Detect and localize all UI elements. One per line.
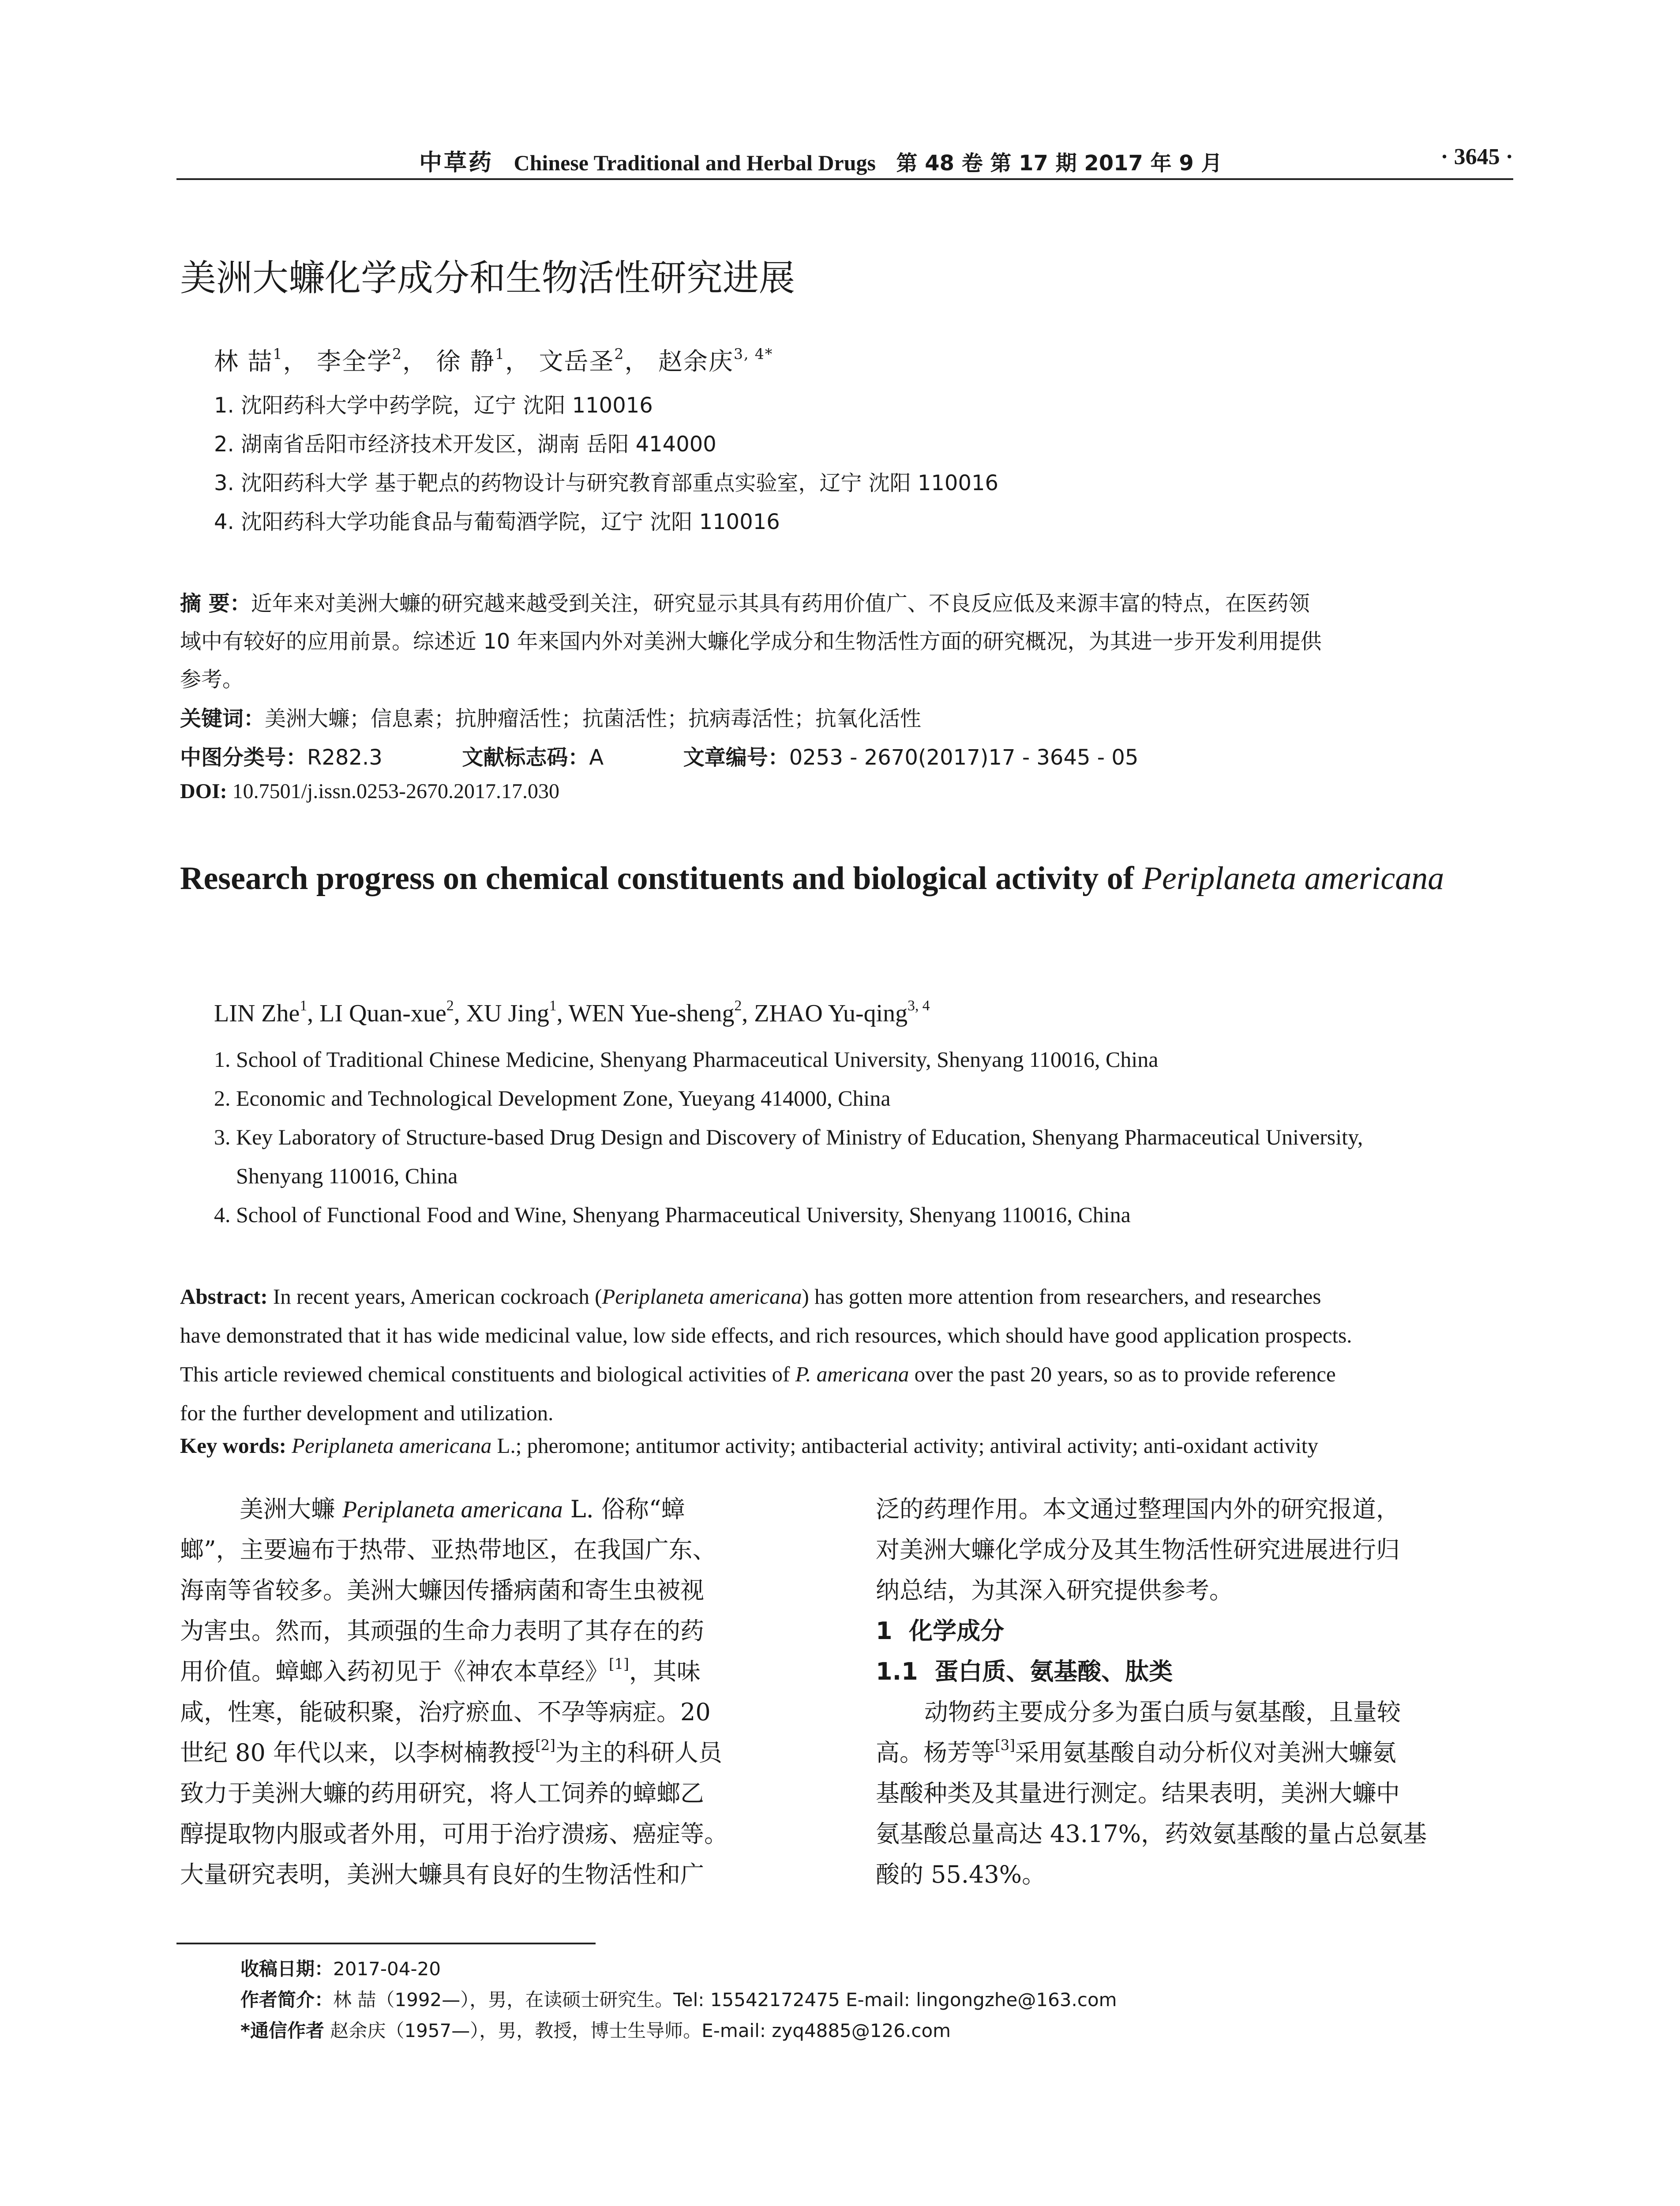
keywords-cn-label: 关键词： [180, 706, 265, 731]
title-cn: 美洲大蠊化学成分和生物活性研究进展 [180, 257, 795, 299]
section-heading-1-1: 1.1 蛋白质、氨基酸、肽类 [876, 1658, 1173, 1685]
author-cn-5: 赵余庆$^{3, 4*}$ [658, 345, 773, 375]
article-no-label: 文章编号： [683, 745, 789, 770]
keywords-en-label: Key words: [180, 1433, 286, 1458]
body-right-line-10: 酸的 55.43%。 [876, 1861, 1046, 1888]
affiliation-en-1: 1. School of Traditional Chinese Medicine, Shenyang Pharmaceutical University, Shenyang 110016, China [214, 1047, 1159, 1072]
abstract-cn-line-2: 域中有较好的应用前景。综述近 10 年来国内外对美洲大蠊化学成分和生物活性方面的研究概况，为其进一步开发利用提供 [180, 629, 1322, 654]
running-header [176, 140, 1513, 176]
abstract-cn-line-3: 参考。 [180, 667, 244, 692]
abstract-cn-line-1: 近年来对美洲大蠊的研究越来越受到关注，研究显示其具有药用价值广、不良反应低及来源丰富的特点，在医药领 [251, 591, 1310, 616]
body-left-line-3: 海南等省较多。美洲大蠊因传播病菌和寄生虫被视 [180, 1576, 704, 1604]
abstract-cn-label: 摘 要： [180, 591, 251, 616]
keywords-cn [180, 702, 921, 732]
body-left-line-10: 大量研究表明，美洲大蠊具有良好的生物活性和广 [180, 1861, 704, 1888]
clc-label: 中图分类号： [180, 745, 308, 770]
body-left-line-9: 醇提取物内服或者外用，可用于治疗溃疡、癌症等。 [180, 1820, 728, 1848]
body-right-line-1: 泛的药理作用。本文通过整理国内外的研究报道， [876, 1495, 1400, 1523]
abstract-en-line-2: have demonstrated that it has wide medicinal value, low side effects, and rich resources, which should have good application prospects. [180, 1323, 1352, 1347]
body-right-line-6: 动物药主要成分多为蛋白质与氨基酸，且量较 [924, 1698, 1401, 1726]
author-cn-4: 文岳圣$^2$ [539, 345, 625, 375]
doi-label: DOI: [180, 780, 227, 803]
affiliation-cn-1: 1. 沈阳药科大学中药学院，辽宁 沈阳 110016 [214, 393, 653, 418]
author-en-2: LI Quan-xue$^2$ [319, 997, 454, 1027]
author-en-4: WEN Yue-sheng$^2$ [568, 997, 742, 1027]
affiliation-cn-3: 3. 沈阳药科大学 基于靶点的药物设计与研究教育部重点实验室，辽宁 沈阳 110016 [214, 471, 999, 495]
author-en-1: LIN Zhe$^1$ [214, 997, 308, 1027]
classification-line [180, 740, 1138, 771]
abstract-en: Abstract: In recent years, American cockroach (Periplaneta americana) has gotten more attention from researchers, and researches have demonstrated that it has wide medicinal value, low side effects, and rich resources, which should have good application prospects. This article reviewed chemical constituents and biological activities of P. americana over the past 20 years, so as to provide reference for the further development and utilization. [180, 1277, 1513, 1433]
article-no-value: 0253 - 2670(2017)17 - 3645 - 05 [789, 745, 1139, 770]
footnote-corresponding: *通信作者 赵余庆（1957—），男，教授，博士生导师。E-mail: zyq4885@126.com [240, 2020, 951, 2041]
author-en-3: XU Jing$^1$ [466, 997, 557, 1027]
journal-name-cn: 中草药 [419, 150, 494, 176]
clc-value: R282.3 [307, 745, 382, 770]
author-en-5: ZHAO Yu-qing$^{3, 4}$ [754, 997, 930, 1027]
issue-info: 第 48 卷 第 17 期 2017 年 9 月 [896, 151, 1222, 176]
body-left-line-4: 为害虫。然而，其顽强的生命力表明了其存在的药 [180, 1617, 704, 1645]
footnote-received: 收稿日期：2017-04-20 [240, 1958, 441, 1980]
affiliation-cn-2: 2. 湖南省岳阳市经济技术开发区，湖南 岳阳 414000 [214, 432, 716, 457]
ref-1: [1] [609, 1655, 629, 1673]
body-right-line-8: 基酸种类及其量进行测定。结果表明，美洲大蠊中 [876, 1779, 1400, 1807]
page-number: · 3645 · [1440, 144, 1513, 169]
doi-line [180, 779, 559, 803]
affiliation-cn-4: 4. 沈阳药科大学功能食品与葡萄酒学院，辽宁 沈阳 110016 [214, 510, 780, 534]
body-right-line-7: 高。杨芳等[3]采用氨基酸自动分析仪对美洲大蠊氨 [876, 1737, 1396, 1767]
journal-header [419, 144, 1222, 177]
author-cn-1: 林 喆$^1$ [214, 345, 283, 375]
footnote-rule [176, 1943, 596, 1944]
footnote-author: 作者简介：林 喆（1992—），男，在读硕士研究生。Tel: 15542172475 E-mail: lingongzhe@163.com [240, 1989, 1117, 2011]
keywords-en: Key words: Periplaneta americana L.; pheromone; antitumor activity; antibacterial activity; antiviral activity; anti-oxidant activity [180, 1433, 1318, 1458]
body-left-line-8: 致力于美洲大蠊的药用研究，将人工饲养的蟑螂乙 [180, 1779, 704, 1807]
body-left-line-7: 世纪 80 年代以来，以李树楠教授[2]为主的科研人员 [180, 1737, 722, 1767]
title-en-species: Periplaneta americana [1142, 860, 1444, 897]
body-left-column [180, 1489, 820, 1895]
affiliation-en-4: 4. School of Functional Food and Wine, Shenyang Pharmaceutical University, Shenyang 110016, China [214, 1202, 1131, 1227]
body-right-column [876, 1489, 1515, 1895]
authors-en: LIN Zhe$^1$, LI Quan-xue$^2$, XU Jing$^1$, WEN Yue-sheng$^2$, ZHAO Yu-qing$^{3, 4}$ [214, 997, 930, 1027]
body-left-line-2: 螂”，主要遍布于热带、亚热带地区，在我国广东、 [180, 1536, 716, 1564]
body-right-line-2: 对美洲大蠊化学成分及其生物活性研究进展进行归 [876, 1536, 1400, 1564]
doi-value: 10.7501/j.issn.0253-2670.2017.17.030 [232, 780, 560, 803]
author-cn-3: 徐 静$^1$ [436, 345, 505, 375]
body-right-line-3: 纳总结，为其深入研究提供参考。 [876, 1576, 1233, 1604]
affiliation-en-2: 2. Economic and Technological Development Zone, Yueyang 414000, China [214, 1086, 891, 1111]
body-right-line-9: 氨基酸总量高达 43.17%，药效氨基酸的量占总氨基 [876, 1820, 1427, 1848]
author-cn-2: 李全学$^2$ [316, 345, 402, 375]
ref-2: [2] [535, 1737, 555, 1754]
section-heading-1: 1 化学成分 [876, 1617, 1005, 1645]
abstract-en-line-4: for the further development and utilization. [180, 1401, 554, 1425]
affiliation-en-3: 3. Key Laboratory of Structure-based Drug Design and Discovery of Ministry of Education, Shenyang Pharmaceutical University, [214, 1125, 1363, 1149]
abstract-cn [180, 585, 1513, 698]
abstract-en-label: Abstract: [180, 1284, 268, 1309]
affiliation-en-3-cont: Shenyang 110016, China [236, 1163, 458, 1188]
body-left-line-6: 咸，性寒，能破积聚，治疗瘀血、不孕等病症。20 [180, 1698, 711, 1726]
body-left-line-1: 美洲大蠊 Periplaneta americana L. 俗称“蟑 [240, 1495, 685, 1523]
doc-code-value: A [589, 745, 604, 770]
title-en: Research progress on chemical constituents and biological activity of Periplaneta americana [180, 860, 1444, 897]
journal-name-en: Chinese Traditional and Herbal Drugs [514, 150, 876, 175]
body-left-line-5: 用价值。蟑螂入药初见于《神农本草经》[1]，其味 [180, 1655, 701, 1685]
keywords-cn-text: 美洲大蠊；信息素；抗肿瘤活性；抗菌活性；抗病毒活性；抗氧化活性 [265, 706, 922, 731]
ref-3: [3] [995, 1737, 1015, 1754]
authors-cn: 林 喆$^1$， 李全学$^2$， 徐 静$^1$， 文岳圣$^2$， 赵余庆$^{3, 4*}$ [214, 345, 773, 375]
doc-code-label: 文献标志码： [462, 745, 589, 770]
header-rule [176, 178, 1513, 180]
